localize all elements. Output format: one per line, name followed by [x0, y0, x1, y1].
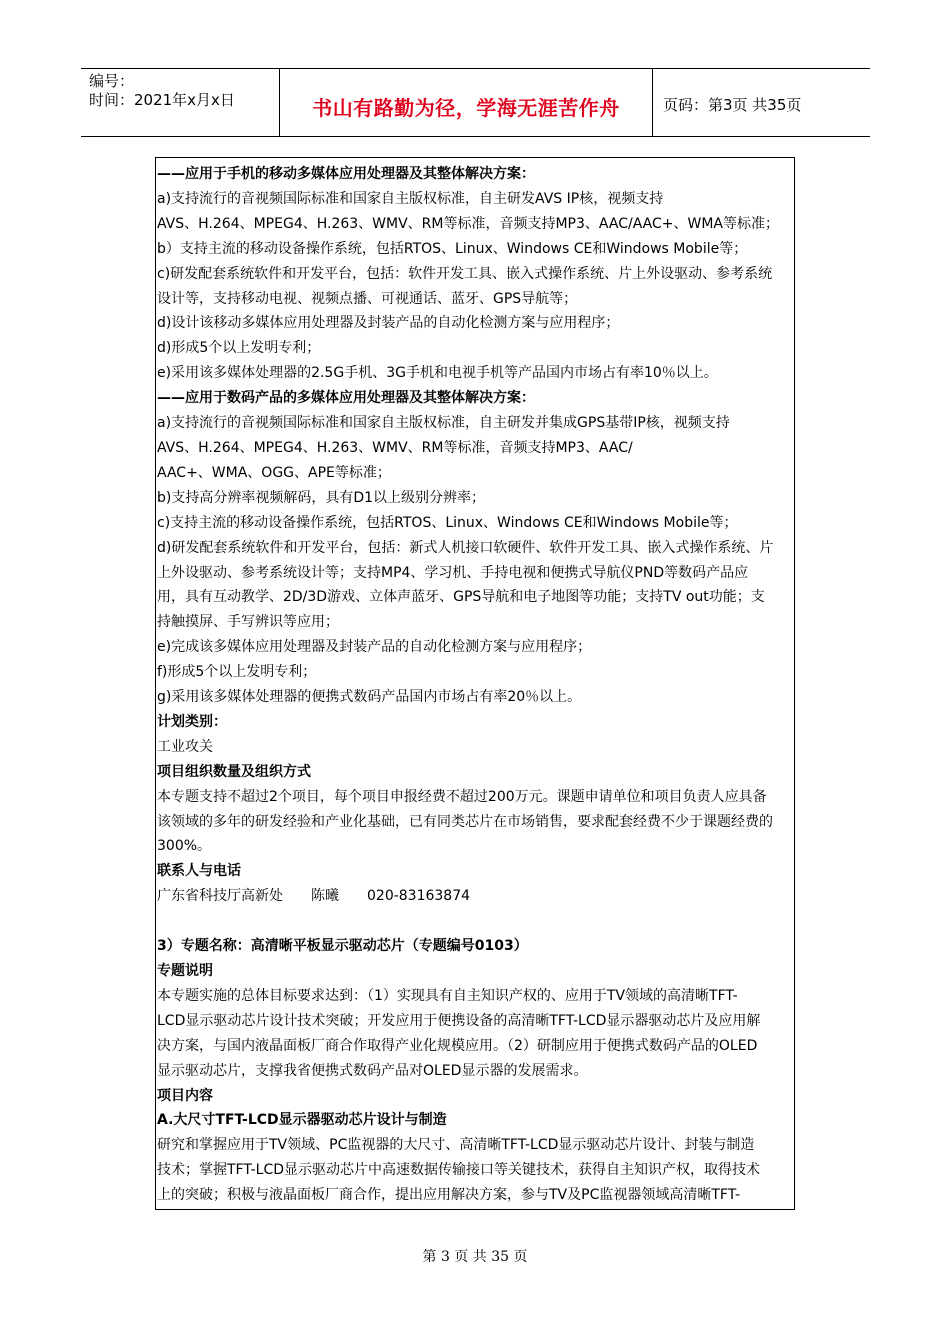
- paragraph-line: 广东省科技厅高新处 陈曦 020-83163874: [157, 888, 471, 905]
- paragraph-line: 设计等，支持移动电视、视频点播、可视通话、蓝牙、GPS导航等；: [157, 290, 578, 307]
- paragraph-line: a)支持流行的音视频国际标准和国家自主版权标准，自主研发AVS IP核，视频支持: [157, 190, 664, 207]
- section-heading: 项目组织数量及组织方式: [157, 763, 311, 780]
- paragraph-line: 用，具有互动教学、2D/3D游戏、立体声蓝牙、GPS导航和电子地图等功能；支持TV out功能；支: [157, 589, 765, 606]
- section-heading: ——应用于手机的移动多媒体应用处理器及其整体解决方案：: [157, 166, 535, 182]
- header-info-cell: [81, 69, 280, 136]
- paragraph-line: [157, 909, 793, 934]
- paragraph-line: f)形成5个以上发明专利；: [157, 664, 317, 681]
- paragraph-line: 研究和掌握应用于TV领域、PC监视器的大尺寸、高清晰TFT-LCD显示驱动芯片设计、封装与制造: [157, 1137, 755, 1154]
- document-header: [81, 68, 870, 137]
- content-box: [155, 157, 795, 1210]
- paragraph-line: g)采用该多媒体处理器的便携式数码产品国内市场占有率20％以上。: [157, 689, 582, 706]
- header-motto-cell: [280, 69, 653, 136]
- date-line: 时间：2021年x月x日: [89, 91, 235, 109]
- content-body: [157, 162, 793, 1208]
- paragraph-line: 300%。: [157, 838, 212, 855]
- paragraph-line: b）支持主流的移动设备操作系统，包括RTOS、Linux、Windows CE和Windows Mobile等；: [157, 240, 748, 257]
- paragraph-line: c)研发配套系统软件和开发平台，包括：软件开发工具、嵌入式操作系统、片上外设驱动、参考系统: [157, 265, 773, 282]
- section-heading: 项目内容: [157, 1087, 213, 1104]
- paragraph-line: 持触摸屏、手写辨识等应用；: [157, 614, 339, 631]
- paragraph-line: e)采用该多媒体处理器的2.5G手机、3G手机和电视手机等产品国内市场占有率10％以上。: [157, 365, 718, 382]
- section-heading: 3）专题名称：高清晰平板显示驱动芯片（专题编号0103）: [157, 938, 528, 955]
- paragraph-line: a)支持流行的音视频国际标准和国家自主版权标准，自主研发并集成GPS基带IP核，视频支持: [157, 415, 730, 432]
- number-label: 编号：: [89, 72, 135, 90]
- paragraph-line: b)支持高分辨率视频解码，具有D1以上级别分辨率；: [157, 489, 486, 506]
- paragraph-line: LCD显示驱动芯片设计技术突破；开发应用于便携设备的高清晰TFT-LCD显示器驱动芯片及应用解: [157, 1012, 761, 1029]
- section-heading: 计划类别：: [157, 713, 227, 730]
- paragraph-line: 显示驱动芯片，支撑我省便携式数码产品对OLED显示器的发展需求。: [157, 1062, 588, 1079]
- page-code: 页码：第3页 共35页: [663, 96, 802, 114]
- paragraph-line: e)完成该多媒体应用处理器及封装产品的自动化检测方案与应用程序；: [157, 639, 592, 656]
- paragraph-line: 该领域的多年的研发经验和产业化基础，已有同类芯片在市场销售，要求配套经费不少于课题经费的: [157, 813, 773, 830]
- paragraph-line: 上的突破；积极与液晶面板厂商合作，提出应用解决方案，参与TV及PC监视器领域高清晰TFT-: [157, 1187, 741, 1204]
- section-heading: 专题说明: [157, 962, 213, 979]
- paragraph-line: AAC+、WMA、OGG、APE等标准；: [157, 464, 391, 481]
- paragraph-line: 工业攻关: [157, 738, 213, 755]
- paragraph-line: AVS、H.264、MPEG4、H.263、WMV、RM等标准，音频支持MP3、AAC/AAC+、WMA等标准；: [157, 215, 780, 232]
- section-heading: A.大尺寸TFT-LCD显示器驱动芯片设计与制造: [157, 1112, 447, 1129]
- page-footer: 第 3 页 共 35 页: [422, 1249, 528, 1265]
- header-page-cell: [653, 69, 870, 136]
- paragraph-line: 上外设驱动、参考系统设计等；支持MP4、学习机、手持电视和便携式导航仪PND等数码产品应: [157, 564, 749, 581]
- paragraph-line: d)设计该移动多媒体应用处理器及封装产品的自动化检测方案与应用程序；: [157, 315, 620, 332]
- paragraph-line: d)研发配套系统软件和开发平台，包括：新式人机接口软硬件、软件开发工具、嵌入式操作系统、片: [157, 539, 774, 556]
- paragraph-line: 决方案，与国内液晶面板厂商合作取得产业化规模应用。（2）研制应用于便携式数码产品的OLED: [157, 1037, 758, 1054]
- paragraph-line: d)形成5个以上发明专利；: [157, 340, 321, 357]
- section-heading: ——应用于数码产品的多媒体应用处理器及其整体解决方案：: [157, 390, 535, 407]
- paragraph-line: 本专题支持不超过2个项目，每个项目申报经费不超过200万元。课题申请单位和项目负责人应具备: [157, 788, 767, 805]
- paragraph-line: c)支持主流的移动设备操作系统，包括RTOS、Linux、Windows CE和Windows Mobile等；: [157, 514, 738, 531]
- paragraph-line: 技术；掌握TFT-LCD显示驱动芯片中高速数据传输接口等关键技术，获得自主知识产权，取得技术: [157, 1162, 761, 1179]
- motto: 书山有路勤为径，学海无涯苦作舟: [312, 96, 620, 120]
- paragraph-line: AVS、H.264、MPEG4、H.263、WMV、RM等标准，音频支持MP3、AAC/: [157, 439, 633, 456]
- paragraph-line: 本专题实施的总体目标要求达到：（1）实现具有自主知识产权的、应用于TV领域的高清晰TFT-: [157, 987, 738, 1004]
- section-heading: 联系人与电话: [157, 863, 241, 880]
